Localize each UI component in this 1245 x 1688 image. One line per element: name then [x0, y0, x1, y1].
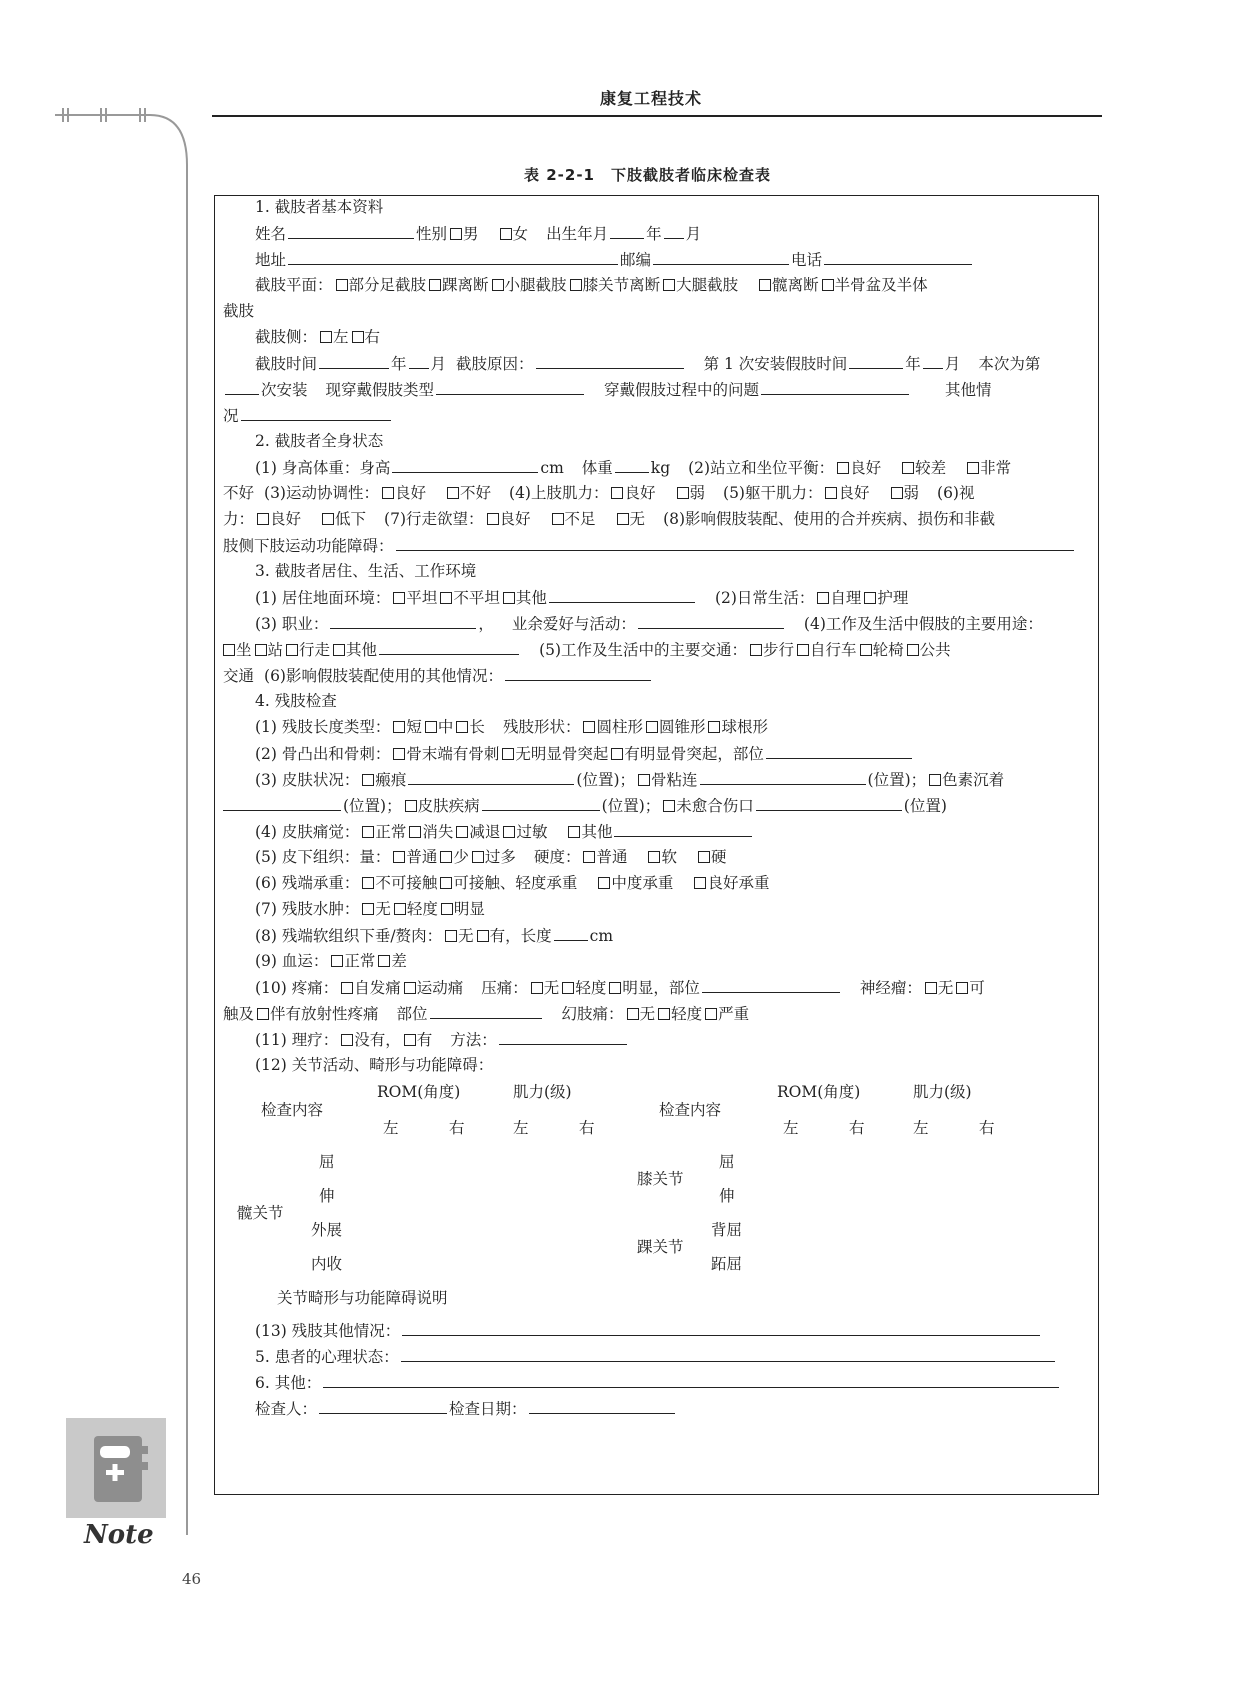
daily-self-checkbox[interactable]: [817, 592, 829, 604]
use-sit-checkbox[interactable]: [223, 644, 235, 656]
rom-right-header-2: 右: [849, 1119, 865, 1137]
scar-checkbox[interactable]: [362, 774, 374, 786]
body-status-line-2: 不好 (3)运动协调性： 良好 不好 (4)上肢肌力： 良好 弱 (5)躯干肌力： 良好 弱 (6)视: [223, 484, 975, 502]
use-walk-checkbox[interactable]: [286, 644, 298, 656]
trunk-good-checkbox[interactable]: [825, 487, 837, 499]
env-line-2: (3) 职业： ， 业余爱好与活动： (4)工作及生活中假肢的主要用途：: [223, 612, 1090, 635]
walk-insufficient-checkbox[interactable]: [552, 513, 564, 525]
joint-heading: (12) 关节活动、畸形与功能障碍：: [255, 1056, 494, 1074]
sag-none-checkbox[interactable]: [445, 930, 457, 942]
blood-poor-checkbox[interactable]: [378, 955, 390, 967]
balance-good-checkbox[interactable]: [837, 462, 849, 474]
other6-line: 6. 其他：: [223, 1371, 1090, 1394]
phantom-light-checkbox[interactable]: [658, 1008, 670, 1020]
level-checkbox[interactable]: [822, 279, 834, 291]
content-header: 检查内容: [261, 1101, 324, 1119]
level-checkbox[interactable]: [759, 279, 771, 291]
address-field[interactable]: [288, 248, 618, 265]
length-long-checkbox[interactable]: [456, 721, 468, 733]
physio-yes-checkbox[interactable]: [404, 1034, 416, 1046]
vision-low-checkbox[interactable]: [322, 513, 334, 525]
transport-bike-checkbox[interactable]: [797, 644, 809, 656]
hardness-firm-checkbox[interactable]: [698, 851, 710, 863]
neuroma-none-checkbox[interactable]: [925, 982, 937, 994]
section-2-heading: 2. 截肢者全身状态: [255, 432, 384, 450]
pigment-site-field[interactable]: [223, 794, 341, 811]
sense-other-field[interactable]: [614, 820, 752, 837]
examiner-line: 检查人： 检查日期：: [223, 1397, 1090, 1420]
hip-ext-label: 伸: [319, 1187, 335, 1205]
pain-line-2: 触及 伴有放射性疼痛 部位 幻肢痛： 无 轻度 严重: [223, 1002, 1090, 1025]
ground-other-checkbox[interactable]: [503, 592, 515, 604]
phantom-severe-checkbox[interactable]: [705, 1008, 717, 1020]
physio-no-checkbox[interactable]: [341, 1034, 353, 1046]
load-line: (6) 残端承重： 不可接触 可接触、轻度承重 中度承重 良好承重: [255, 874, 770, 892]
env-line-4: 交通 (6)影响假肢装配使用的其他情况：: [223, 664, 1090, 687]
wound-site-field[interactable]: [756, 794, 902, 811]
sense-normal-checkbox[interactable]: [362, 826, 374, 838]
ground-uneven-checkbox[interactable]: [440, 592, 452, 604]
other13-line: (13) 残肢其他情况：: [223, 1319, 1090, 1342]
skin-line-1: (3) 皮肤状况： 瘢痕 (位置)； 骨粘连 (位置)； 色素沉着: [223, 768, 1090, 791]
sense-sensitive-checkbox[interactable]: [503, 826, 515, 838]
bone-line: (2) 骨凸出和骨刺： 骨末端有骨刺 无明显骨突起 有明显骨突起，部位: [223, 742, 1090, 765]
hip-label: 髋关节: [237, 1204, 284, 1222]
pain-motion-checkbox[interactable]: [404, 982, 416, 994]
radiating-site-field[interactable]: [430, 1002, 542, 1019]
job-field[interactable]: [330, 612, 476, 629]
rom-left-header-2: 左: [783, 1119, 799, 1137]
name-field[interactable]: [288, 222, 414, 239]
amputation-side-line: 截肢侧： 左 右: [255, 328, 381, 346]
sag-has-checkbox[interactable]: [477, 930, 489, 942]
skin-disease-checkbox[interactable]: [405, 800, 417, 812]
muscle-right-header-2: 右: [979, 1119, 995, 1137]
ground-other-field[interactable]: [549, 586, 695, 603]
birth-year-field[interactable]: [610, 222, 644, 239]
psych-line: 5. 患者的心理状态：: [223, 1345, 1090, 1368]
section-4-heading: 4. 残肢检查: [255, 692, 337, 710]
transport-foot-checkbox[interactable]: [750, 644, 762, 656]
sense-lost-checkbox[interactable]: [409, 826, 421, 838]
load-good-checkbox[interactable]: [694, 877, 706, 889]
bone-spur-checkbox[interactable]: [393, 748, 405, 760]
rom-header-2: ROM(角度): [777, 1083, 861, 1101]
amputation-month-field[interactable]: [409, 352, 429, 369]
pain-spont-checkbox[interactable]: [341, 982, 353, 994]
balance-poor-checkbox[interactable]: [902, 462, 914, 474]
header-rule: [212, 115, 1102, 117]
rom-left-header: 左: [383, 1119, 399, 1137]
comorbidity-field[interactable]: [396, 534, 1074, 551]
joint-desc-label: 关节畸形与功能障碍说明: [277, 1289, 448, 1307]
address-line: 地址 邮编 电话: [223, 248, 1090, 271]
press-none-checkbox[interactable]: [531, 982, 543, 994]
birth-month-field[interactable]: [664, 222, 684, 239]
scar-site-field[interactable]: [408, 768, 574, 785]
subq-less-checkbox[interactable]: [440, 851, 452, 863]
content-header-2: 检查内容: [659, 1101, 722, 1119]
female-checkbox[interactable]: [500, 228, 512, 240]
sag-length-field[interactable]: [554, 924, 588, 941]
sense-other-checkbox[interactable]: [568, 826, 580, 838]
subq-line: (5) 皮下组织：量： 普通 少 过多 硬度： 普通 软 硬: [255, 848, 727, 866]
ankle-dorsi-label: 背屈: [711, 1221, 743, 1239]
knee-ext-label: 伸: [719, 1187, 735, 1205]
env-line-3: 坐 站 行走 其他 (5)工作及生活中的主要交通： 步行 自行车 轮椅 公共: [223, 638, 1090, 661]
other-info-line: 况: [223, 404, 1090, 427]
psych-field[interactable]: [401, 1345, 1055, 1362]
body-status-line-1: (1) 身高体重：身高 cm 体重 kg (2)站立和坐位平衡： 良好 较差 非常: [223, 456, 1090, 479]
basic-info-line: 姓名 性别 男 女 出生年月 年 月: [223, 222, 1090, 245]
transport-public-checkbox[interactable]: [907, 644, 919, 656]
muscle-header-2: 肌力(级): [913, 1083, 972, 1101]
adhesion-checkbox[interactable]: [638, 774, 650, 786]
amputation-year-field[interactable]: [319, 352, 389, 369]
knee-flex-label: 屈: [719, 1153, 735, 1171]
pain-sense-line: (4) 皮肤痛觉： 正常 消失 减退 过敏 其他: [223, 820, 1090, 843]
walk-none-checkbox[interactable]: [617, 513, 629, 525]
rom-header: ROM(角度): [377, 1083, 461, 1101]
hardness-soft-checkbox[interactable]: [648, 851, 660, 863]
balance-very-poor-checkbox[interactable]: [967, 462, 979, 474]
use-other-checkbox[interactable]: [333, 644, 345, 656]
physio-method-field[interactable]: [499, 1028, 627, 1045]
prominence-site-field[interactable]: [766, 742, 912, 759]
shape-cone-checkbox[interactable]: [646, 721, 658, 733]
other6-field[interactable]: [323, 1371, 1059, 1388]
length-mid-checkbox[interactable]: [425, 721, 437, 733]
rom-right-header: 右: [449, 1119, 465, 1137]
blood-normal-checkbox[interactable]: [331, 955, 343, 967]
load-mid-checkbox[interactable]: [598, 877, 610, 889]
pain-line-1: (10) 疼痛： 自发痛 运动痛 压痛： 无 轻度 明显，部位 神经瘤： 无 可: [223, 976, 1090, 999]
ankle-label: 踝关节: [637, 1238, 684, 1256]
amputation-level-line: 截肢平面： 部分足截肢 踝离断 小腿截肢 膝关节离断 大腿截肢 髋离断 半骨盆及半体: [255, 276, 928, 294]
hip-flex-label: 屈: [319, 1153, 335, 1171]
limb-length-line: (1) 残肢长度类型： 短 中 长 残肢形状： 圆柱形 圆锥形 球根形: [255, 718, 768, 736]
muscle-right-header: 右: [579, 1119, 595, 1137]
press-site-field[interactable]: [702, 976, 840, 993]
other13-field[interactable]: [402, 1319, 1040, 1336]
cause-field[interactable]: [536, 352, 684, 369]
coord-bad-checkbox[interactable]: [447, 487, 459, 499]
press-light-checkbox[interactable]: [562, 982, 574, 994]
neuroma-palp-checkbox[interactable]: [956, 982, 968, 994]
hip-add-label: 内收: [311, 1255, 343, 1273]
subq-more-checkbox[interactable]: [472, 851, 484, 863]
body-status-line-3: 力： 良好 低下 (7)行走欲望： 良好 不足 无 (8)影响假肢装配、使用的合并疾病、损伤和非截: [223, 510, 996, 528]
env-line-1: (1) 居住地面环境： 平坦 不平坦 其他 (2)日常生活： 自理 护理: [223, 586, 1090, 609]
first-fit-month-field[interactable]: [923, 352, 943, 369]
ankle-plantar-label: 跖屈: [711, 1255, 743, 1273]
load-none-checkbox[interactable]: [362, 877, 374, 889]
running-header: 康复工程技术: [600, 89, 703, 108]
current-type-field[interactable]: [436, 378, 584, 395]
sag-line: (8) 残端软组织下垂/赘肉： 无 有，长度 cm: [223, 924, 1090, 947]
shape-cyl-checkbox[interactable]: [583, 721, 595, 733]
muscle-header: 肌力(级): [513, 1083, 572, 1101]
upper-good-checkbox[interactable]: [611, 487, 623, 499]
blood-line: (9) 血运： 正常 差: [255, 952, 407, 970]
level-checkbox[interactable]: [570, 279, 582, 291]
vision-good-checkbox[interactable]: [257, 513, 269, 525]
hardness-normal-checkbox[interactable]: [583, 851, 595, 863]
prosthesis-line: 次安装 现穿戴假肢类型 穿戴假肢过程中的问题 其他情: [223, 378, 1090, 401]
level-checkbox[interactable]: [429, 279, 441, 291]
swell-none-checkbox[interactable]: [362, 903, 374, 915]
use-stand-checkbox[interactable]: [255, 644, 267, 656]
problems-field[interactable]: [761, 378, 909, 395]
height-field[interactable]: [392, 456, 538, 473]
section-1-heading: 1. 截肢者基本资料: [255, 198, 384, 216]
other-info-field[interactable]: [241, 404, 391, 421]
weight-field[interactable]: [615, 456, 649, 473]
ground-flat-checkbox[interactable]: [393, 592, 405, 604]
notepad-icon: [66, 1418, 166, 1518]
margin-decoration: [0, 95, 200, 1555]
trunk-weak-checkbox[interactable]: [891, 487, 903, 499]
phone-field[interactable]: [824, 248, 972, 265]
muscle-left-header: 左: [513, 1119, 529, 1137]
right-side-checkbox[interactable]: [352, 331, 364, 343]
note-label: Note: [84, 1520, 154, 1550]
swell-line: (7) 残肢水肿： 无 轻度 明显: [255, 900, 485, 918]
page-number: 46: [182, 1570, 202, 1588]
shape-bulb-checkbox[interactable]: [708, 721, 720, 733]
physio-line: (11) 理疗： 没有， 有 方法：: [223, 1028, 1090, 1051]
amputation-level-tail: 截肢: [223, 302, 255, 320]
upper-weak-checkbox[interactable]: [677, 487, 689, 499]
exam-form: [214, 195, 1099, 1495]
postcode-field[interactable]: [653, 248, 789, 265]
load-light-checkbox[interactable]: [440, 877, 452, 889]
section-3-heading: 3. 截肢者居住、生活、工作环境: [255, 562, 477, 580]
swell-light-checkbox[interactable]: [394, 903, 406, 915]
table-title: 表 2-2-1 下肢截肢者临床检查表: [524, 166, 771, 184]
no-prominence-checkbox[interactable]: [502, 748, 514, 760]
left-side-checkbox[interactable]: [320, 331, 332, 343]
disease-site-field[interactable]: [482, 794, 600, 811]
daily-care-checkbox[interactable]: [864, 592, 876, 604]
knee-label: 膝关节: [637, 1170, 684, 1188]
swell-obvious-checkbox[interactable]: [441, 903, 453, 915]
exam-date-field[interactable]: [529, 1397, 675, 1414]
transport-wheelchair-checkbox[interactable]: [860, 644, 872, 656]
body-status-line-4: 肢侧下肢运动功能障碍：: [223, 534, 1090, 557]
level-checkbox[interactable]: [336, 279, 348, 291]
other-fit-field[interactable]: [505, 664, 651, 681]
wound-checkbox[interactable]: [663, 800, 675, 812]
subq-normal-checkbox[interactable]: [393, 851, 405, 863]
muscle-left-header-2: 左: [913, 1119, 929, 1137]
phantom-none-checkbox[interactable]: [627, 1008, 639, 1020]
first-fit-year-field[interactable]: [849, 352, 903, 369]
walk-good-checkbox[interactable]: [487, 513, 499, 525]
skin-line-2: (位置)； 皮肤疾病 (位置)； 未愈合伤口 (位置): [223, 794, 1090, 817]
amputation-time-line: 截肢时间 年 月 截肢原因： 第 1 次安装假肢时间 年 月 本次为第: [223, 352, 1090, 375]
hip-abd-label: 外展: [311, 1221, 343, 1239]
examiner-field[interactable]: [319, 1397, 447, 1414]
adhesion-site-field[interactable]: [700, 768, 866, 785]
fitting-count-field[interactable]: [225, 378, 259, 395]
sense-reduced-checkbox[interactable]: [456, 826, 468, 838]
pigment-checkbox[interactable]: [929, 774, 941, 786]
radiating-checkbox[interactable]: [257, 1008, 269, 1020]
hobby-field[interactable]: [638, 612, 784, 629]
male-checkbox[interactable]: [450, 228, 462, 240]
level-checkbox[interactable]: [663, 279, 675, 291]
coord-good-checkbox[interactable]: [382, 487, 394, 499]
press-obvious-checkbox[interactable]: [609, 982, 621, 994]
level-checkbox[interactable]: [492, 279, 504, 291]
length-short-checkbox[interactable]: [393, 721, 405, 733]
prominence-checkbox[interactable]: [611, 748, 623, 760]
use-other-field[interactable]: [379, 638, 519, 655]
